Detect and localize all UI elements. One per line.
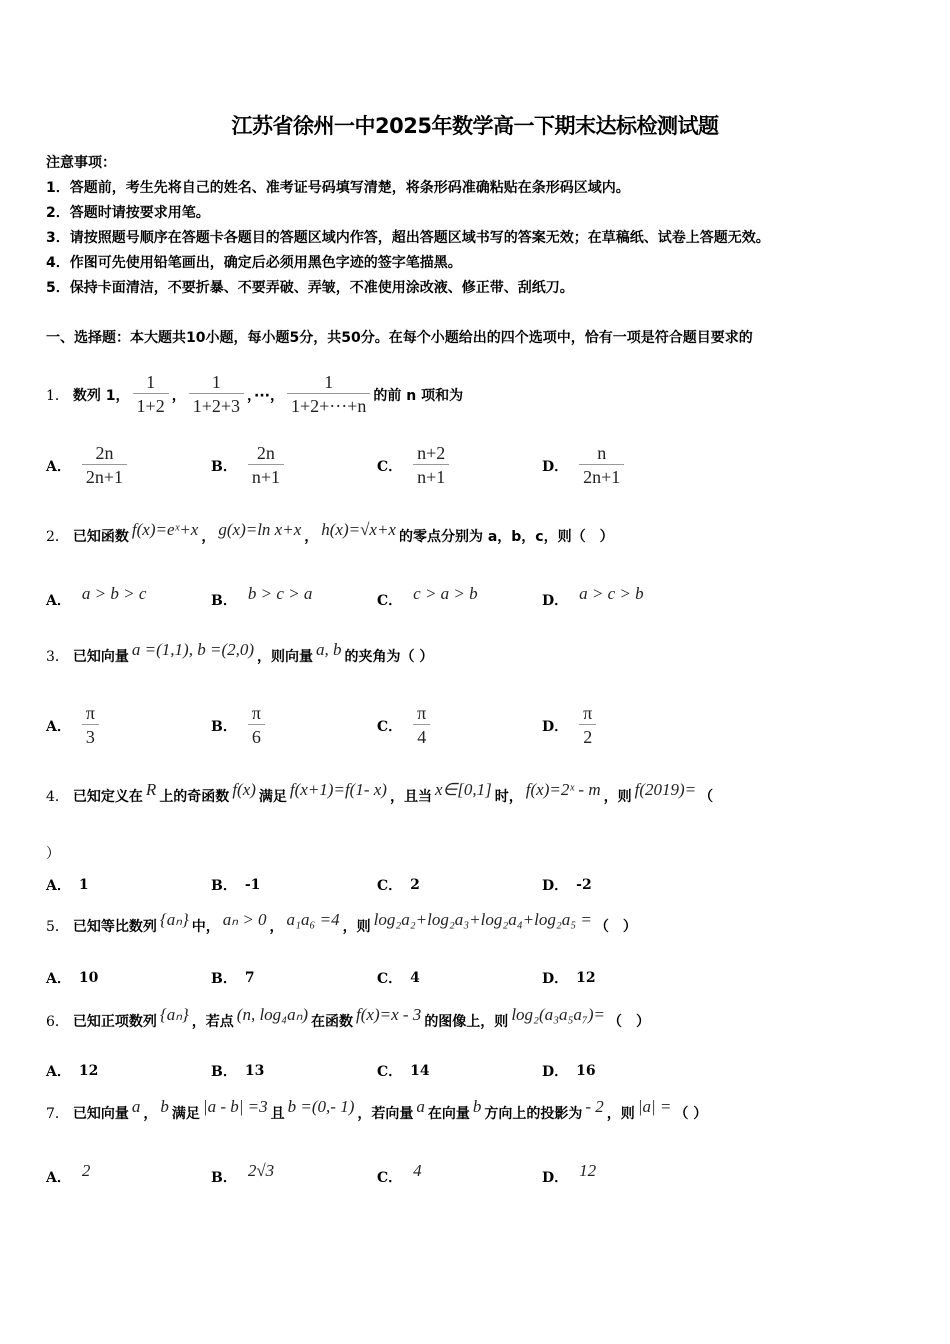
denominator: 4 [413,724,430,749]
fraction [413,702,430,749]
answer-option[interactable] [211,968,255,988]
answer-option[interactable] [542,1061,596,1081]
answer-option[interactable] [46,968,98,988]
stem-text: ，则 [603,789,632,805]
note-item: 3．请按照题号顺序在答题卡各题目的答题区域内作答，超出答题区域书写的答案无效；在草稿纸、试卷上答题无效。 [46,230,770,246]
option-value: 10 [78,970,99,986]
option-label: D． [542,1170,569,1186]
option-label: B． [211,878,237,894]
option-value: 16 [576,1063,596,1079]
stem-text: ， [201,529,216,545]
question-stem [46,520,614,546]
numerator: n+2 [417,443,446,463]
answer-option[interactable] [377,702,433,749]
numerator: n [597,443,607,463]
answer-option[interactable] [377,875,420,895]
stem-text: ， [269,919,284,935]
answer-option[interactable] [46,442,130,489]
stem-text: （ [699,789,714,805]
denominator: n+1 [413,464,449,489]
answer-option[interactable] [542,702,599,749]
numerator: 1 [211,372,221,392]
stem-text: 在函数 [311,1014,354,1030]
answer-option[interactable] [211,875,260,895]
answer-option[interactable] [46,1061,98,1081]
math-expression: |a - b| =3 [202,1097,268,1116]
option-label: A． [46,718,71,735]
math-expression: f(x)=2ˣ - m [525,780,601,799]
math-expression: a [131,1097,141,1116]
stem-text: ，若向量 [357,1106,414,1122]
option-math: 2√3 [247,1161,275,1180]
option-label: D． [542,718,569,735]
answer-option[interactable] [46,702,102,749]
question-stem [46,1005,650,1031]
fraction [579,442,624,489]
answer-option[interactable] [46,1161,93,1187]
option-value: 12 [78,1063,99,1079]
stem-text: 已知正项数列 [72,1014,157,1030]
stem-text: ，若点 [191,1014,234,1030]
math-expression: b [472,1097,482,1116]
answer-option[interactable] [211,584,315,610]
question-number: 7． [46,1106,69,1122]
option-value: 12 [576,970,596,986]
stem-text: ， [304,529,319,545]
stem-text: 已知函数 [72,529,129,545]
option-label: C． [377,458,403,475]
option-label: D． [542,458,569,475]
math-expression: log₂(a₃a₅a₇)= [511,1005,605,1024]
fraction [248,702,265,749]
stem-text: ，则 [342,919,371,935]
stem-text: ，···， [247,387,284,404]
answer-option[interactable] [377,1061,430,1081]
option-label: A． [46,971,71,987]
answer-option[interactable] [46,875,89,895]
option-label: D． [542,971,569,987]
page-title: 江苏省徐州一中2025年数学高一下期末达标检测试题 [231,114,719,138]
stem-text: 数列 1， [72,387,130,404]
question-number: 4． [46,789,69,805]
option-math: b > c > a [247,584,313,603]
stem-text: 方向上的投影为 [484,1106,583,1122]
stem-text: 满足 [258,789,287,805]
note-item: 5．保持卡面清洁，不要折暴、不要弄破、弄皱，不准使用涂改液、修正带、刮纸刀。 [46,280,574,296]
stem-text: ， [171,387,186,404]
stem-text: 已知定义在 [72,789,143,805]
question-stem [46,640,434,666]
numerator: 2n [256,443,275,463]
question-stem [46,371,463,418]
option-value: 7 [244,970,255,986]
math-expression: g(x)=ln x+x [218,520,302,539]
question-number: 6． [46,1014,69,1030]
option-value: 14 [410,1063,430,1079]
denominator: 2 [579,724,596,749]
option-math: 12 [579,1161,597,1180]
option-label: A． [46,593,71,609]
option-label: B． [211,458,237,475]
fraction [413,442,449,489]
numerator: π [251,703,261,723]
math-expression: f(x)=x - 3 [356,1005,422,1024]
stem-text: ，则 [606,1106,635,1122]
option-value: 4 [410,970,420,986]
option-label: A． [46,878,71,894]
option-label: B． [211,1064,237,1080]
option-label: C． [377,718,403,735]
option-label: A． [46,458,71,475]
math-expression: f(2019)= [634,780,697,799]
question-number: 1． [46,387,69,404]
stem-text: 已知向量 [72,1106,129,1122]
numerator: 2n [95,443,114,463]
answer-option[interactable] [542,1161,599,1187]
stem-text: 时， [494,789,523,805]
math-expression: aₙ > 0 [222,910,267,929]
denominator: 1+2+3 [189,393,244,418]
numerator: 1 [324,372,334,392]
denominator: 6 [248,724,265,749]
option-label: C． [377,593,403,609]
stem-text: 已知等比数列 [72,919,157,935]
math-expression: a =(1,1), b =(2,0) [131,640,255,659]
answer-option[interactable] [377,584,481,610]
question-continuation: ） [46,846,60,862]
math-expression: f(x)=eˣ+x [131,520,199,539]
option-math: 2 [81,1161,91,1180]
stem-text: 的零点分别为 a，b，c，则（ ） [398,529,614,545]
note-item: 2．答题时请按要求用笔。 [46,205,210,221]
math-expression: a [416,1097,425,1116]
answer-option[interactable] [377,1161,425,1187]
option-label: B． [211,1170,237,1186]
stem-text: 中， [191,919,220,935]
math-expression: - 2 [585,1097,604,1116]
option-label: B． [211,971,237,987]
question-number: 5． [46,919,69,935]
option-label: C． [377,1064,403,1080]
math-expression: R [145,780,157,799]
option-label: B． [211,593,237,609]
answer-option[interactable] [211,442,287,489]
math-expression: a, b [316,640,342,659]
option-label: D． [542,878,569,894]
fraction [82,702,99,749]
option-value: 2 [410,877,420,893]
math-expression: f(x+1)=f(1- x) [289,780,387,799]
math-expression: a₁a₆ =4 [286,910,340,929]
answer-option[interactable] [377,442,452,489]
stem-text: 已知向量 [72,649,129,665]
option-label: C． [377,1170,403,1186]
stem-text: 且 [270,1106,285,1122]
question-stem [46,780,714,806]
option-math: a > b > c [81,584,147,603]
option-label: A． [46,1064,71,1080]
question-number: 2． [46,529,69,545]
note-item: 4．作图可先使用铅笔画出，确定后必须用黑色字迹的签字笔描黑。 [46,255,462,271]
notes-heading: 注意事项： [46,155,116,171]
fraction [189,371,244,418]
stem-text: （ ） [674,1106,708,1122]
option-math: a > c > b [579,584,644,603]
math-expression: b =(0,- 1) [287,1097,355,1116]
stem-text: 的夹角为（ ） [344,649,434,665]
option-value: 1 [78,877,89,893]
answer-option[interactable] [211,1061,264,1081]
math-expression: f(x) [232,780,256,799]
denominator: 2n+1 [82,464,127,489]
stem-text: （ ） [594,919,637,935]
stem-text: 上的奇函数 [159,789,230,805]
option-math: 4 [413,1161,422,1180]
option-label: D． [542,593,569,609]
option-value: 13 [244,1063,265,1079]
question-stem [46,910,637,936]
note-item: 1．答题前，考生先将自己的姓名、准考证号码填写清楚，将条形码准确粘贴在条形码区域内。 [46,180,630,196]
option-label: B． [211,718,237,735]
question-number: 3． [46,649,69,665]
answer-option[interactable] [542,968,596,988]
stem-text: 的前 n 项和为 [373,387,464,404]
stem-text: 在向量 [427,1106,470,1122]
option-label: C． [377,878,403,894]
answer-option[interactable] [211,702,268,749]
answer-option[interactable] [46,584,149,610]
math-expression: |a| = [637,1097,672,1116]
numerator: π [417,703,427,723]
math-expression: h(x)=√x+x [321,520,396,539]
math-expression: {aₙ} [159,910,189,929]
fraction [133,371,169,418]
stem-text: ，且当 [389,789,432,805]
option-label: A． [46,1170,71,1186]
stem-text: 的图像上，则 [424,1014,509,1030]
answer-option[interactable] [211,1161,277,1187]
denominator: 1+2 [133,393,169,418]
denominator: 2n+1 [579,464,624,489]
denominator: n+1 [248,464,284,489]
numerator: 1 [146,372,156,392]
question-stem [46,1097,708,1123]
math-expression: log₂a₂+log₂a₃+log₂a₄+log₂a₅ = [373,910,592,929]
answer-option[interactable] [377,968,420,988]
option-label: C． [377,971,403,987]
fraction [248,442,284,489]
fraction [82,442,127,489]
stem-text: ， [143,1106,158,1122]
fraction [287,371,370,418]
denominator: 3 [82,724,99,749]
answer-option[interactable] [542,875,592,895]
numerator: π [583,703,593,723]
math-expression: b [160,1097,169,1116]
option-math: c > a > b [413,584,478,603]
option-value: -2 [576,877,592,893]
answer-option[interactable] [542,442,627,489]
stem-text: （ ） [607,1014,650,1030]
math-expression: {aₙ} [159,1005,189,1024]
math-expression: (n, log₄aₙ) [236,1005,309,1024]
stem-text: ，则向量 [257,649,314,665]
option-value: -1 [244,877,261,893]
numerator: π [85,703,95,723]
denominator: 1+2+···+n [287,393,370,418]
stem-text: 满足 [171,1106,200,1122]
math-expression: x∈[0,1] [434,780,492,799]
section-heading: 一、选择题：本大题共10小题，每小题5分，共50分。在每个小题给出的四个选项中，恰有一项是符合题目要求的 [46,330,753,346]
answer-option[interactable] [542,584,647,610]
option-label: D． [542,1064,569,1080]
fraction [579,702,596,749]
